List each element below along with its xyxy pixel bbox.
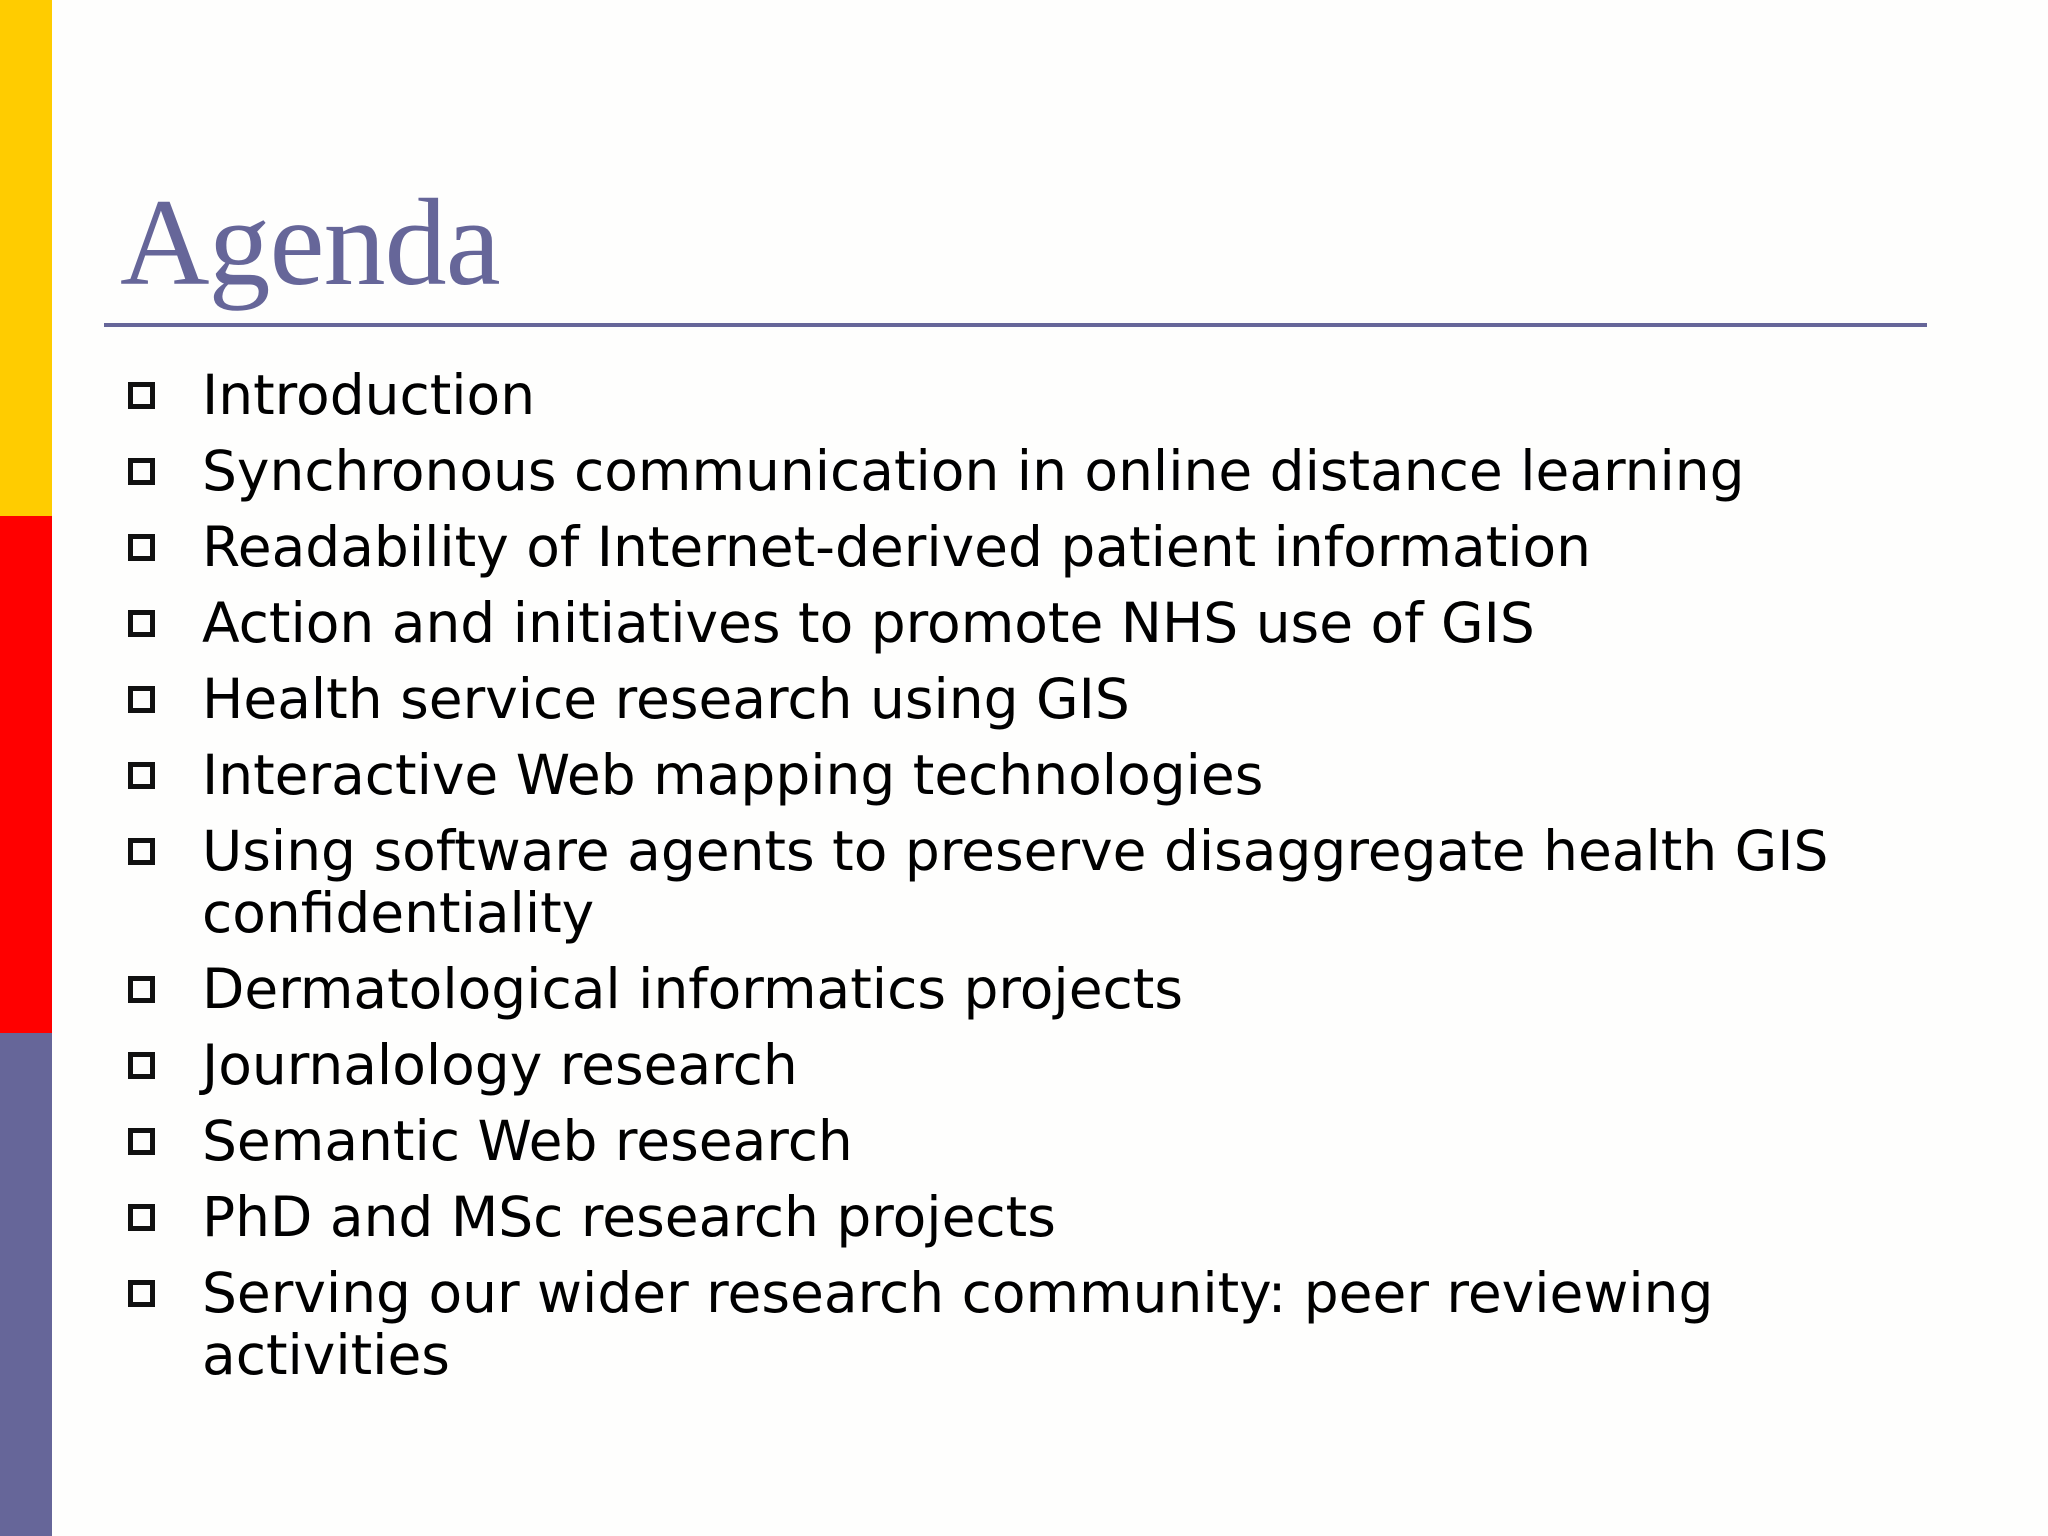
accent-segment-red: [0, 516, 52, 1033]
agenda-item: [126, 592, 1946, 654]
hollow-square-bullet-icon: [128, 458, 155, 485]
hollow-square-bullet-icon: [128, 838, 155, 865]
agenda-item: [126, 1262, 1946, 1386]
hollow-square-bullet-icon: [128, 1128, 155, 1155]
title-underline: [104, 323, 1927, 327]
agenda-item: [126, 440, 1946, 502]
agenda-item-text: Readability of Internet-derived patient information: [202, 515, 1592, 579]
agenda-item-text: Health service research using GIS: [202, 667, 1130, 731]
agenda-item: [126, 1110, 1946, 1172]
agenda-item: [126, 668, 1946, 730]
agenda-item: [126, 364, 1946, 426]
agenda-list: [126, 364, 1946, 1400]
agenda-item-text: Action and initiatives to promote NHS use of GIS: [202, 591, 1535, 655]
agenda-item: [126, 1186, 1946, 1248]
agenda-item-text: Using software agents to preserve disaggregate health GIS confidentiality: [202, 819, 1829, 945]
agenda-item-text: Semantic Web research: [202, 1109, 853, 1173]
accent-segment-yellow: [0, 0, 52, 516]
hollow-square-bullet-icon: [128, 610, 155, 637]
agenda-item-text: Synchronous communication in online distance learning: [202, 439, 1745, 503]
agenda-item-text: Journalology research: [202, 1033, 798, 1097]
hollow-square-bullet-icon: [128, 534, 155, 561]
agenda-item-text: PhD and MSc research projects: [202, 1185, 1056, 1249]
accent-segment-purple: [0, 1033, 52, 1536]
slide-title: Agenda: [120, 174, 500, 311]
agenda-item-text: Serving our wider research community: peer reviewing activities: [202, 1261, 1714, 1387]
hollow-square-bullet-icon: [128, 382, 155, 409]
left-accent-bar: [0, 0, 52, 1536]
hollow-square-bullet-icon: [128, 762, 155, 789]
agenda-item: [126, 958, 1946, 1020]
agenda-item-text: Introduction: [202, 363, 536, 427]
agenda-item-text: Dermatological informatics projects: [202, 957, 1184, 1021]
hollow-square-bullet-icon: [128, 976, 155, 1003]
hollow-square-bullet-icon: [128, 1052, 155, 1079]
hollow-square-bullet-icon: [128, 1280, 155, 1307]
agenda-item: [126, 744, 1946, 806]
agenda-item-text: Interactive Web mapping technologies: [202, 743, 1264, 807]
agenda-item: [126, 820, 1946, 944]
hollow-square-bullet-icon: [128, 686, 155, 713]
agenda-item: [126, 516, 1946, 578]
agenda-item: [126, 1034, 1946, 1096]
hollow-square-bullet-icon: [128, 1204, 155, 1231]
